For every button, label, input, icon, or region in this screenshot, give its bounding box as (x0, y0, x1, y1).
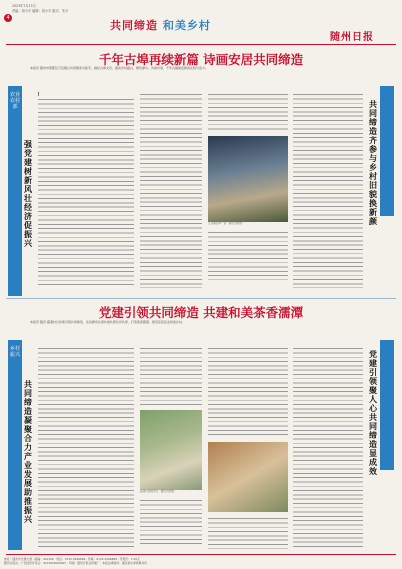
story1-lede: 本报讯 随州市曾都区万店镇以共同缔造为抓手，做好古埠文章，推动乡村振兴，群众参与、共建共享，千年古镇焕发新的生机与活力。 (30, 66, 208, 70)
story1-left-sidebar (8, 86, 22, 296)
story1-column-1 (38, 92, 134, 288)
story1-sidebar-label: 农业农村部 (9, 92, 20, 110)
story2-left-sidebar (8, 340, 22, 550)
story2-vertical-title-left: 共同缔造凝聚合力 产业发展助推振兴 (24, 379, 32, 524)
story2-column-4 (293, 346, 363, 550)
story2-text-block-2 (140, 346, 202, 406)
story2-text-block-4 (208, 346, 288, 438)
story2-photo (140, 410, 202, 490)
story1-vertical-title-right: 共同缔造齐参与 乡村旧貌换新颜 (369, 99, 377, 226)
story1-photo (208, 136, 288, 222)
story-divider (6, 298, 396, 299)
story1-text-block-3 (208, 92, 288, 132)
story2-headline: 党建引领共同缔造 共建和美茶香濡潭 (98, 305, 304, 320)
story1-text-block-5 (293, 92, 363, 288)
story2-right-sidebar (380, 340, 394, 470)
story1-text-block-1 (38, 97, 134, 287)
footer-rule (6, 554, 396, 555)
footer-line-2: 随州日报社 · 广告经营许可证：4213004000007 · 印刷：随州日报社印刷厂 · 本报法律顾问：湖北楚乐律师事务所 (4, 561, 148, 565)
edition-info: 责编：周小平 编辑：周小平 版式：朱平 (12, 9, 69, 13)
footer-line-1: 地址：随州市交通大道 · 邮编：441300 · 电话：0722-3266666 · 传真：0722-3266888 · 零售价：1.50元 (4, 557, 140, 561)
banner-part2: 和美乡村 (162, 19, 211, 32)
page-number: 4 (4, 14, 12, 22)
story1-photo-caption: 万店镇古埠一景（通讯员供图） (208, 222, 245, 225)
banner-part1: 共同缔造 (110, 19, 158, 32)
story1-vertical-title-left: 强党建树新风 壮经济促振兴 (24, 139, 32, 248)
issue-date: 2023年7月13日 (12, 4, 36, 8)
page-footer (4, 557, 398, 565)
story2-text-block-1 (38, 346, 134, 550)
story2-photo-2 (208, 442, 288, 512)
story1-photo-column (208, 92, 288, 288)
page-header (0, 0, 402, 42)
section-banner (110, 17, 211, 31)
story2-text-block-6 (293, 346, 363, 550)
story2-lede: 本报讯 随县 濡潭村以党建引领共同缔造，发动群众共谋共建共管共评共享，打造茶香濡潭，建设宜居宜业和美乡村。 (30, 320, 185, 324)
paper-logo: 随州日报 (330, 32, 374, 43)
story1-text-block-2 (140, 92, 202, 288)
story2-column-3 (208, 346, 288, 550)
header-rule (6, 44, 396, 45)
story2-photo-column (140, 346, 202, 550)
story1-subhead: ▎ (38, 92, 41, 96)
story1-headline: 千年古埠再续新篇 诗画安居共同缔造 (98, 52, 304, 67)
issue-meta (12, 4, 68, 14)
story2-column-1 (38, 346, 134, 550)
story1-text-block-4 (208, 230, 288, 280)
story1-right-sidebar (380, 86, 394, 216)
story1-column-2 (140, 92, 202, 288)
story2-photo-caption: 濡潭村茶园风光（通讯员供图） (140, 490, 177, 493)
story2-vertical-title-right: 党建引领聚人心 共同缔造显成效 (369, 349, 377, 476)
story2-text-block-5 (208, 516, 288, 550)
story1-column-4 (293, 92, 363, 288)
story2-sidebar-label: 乡村振兴 (9, 346, 20, 358)
story2-text-block-3 (140, 498, 202, 546)
